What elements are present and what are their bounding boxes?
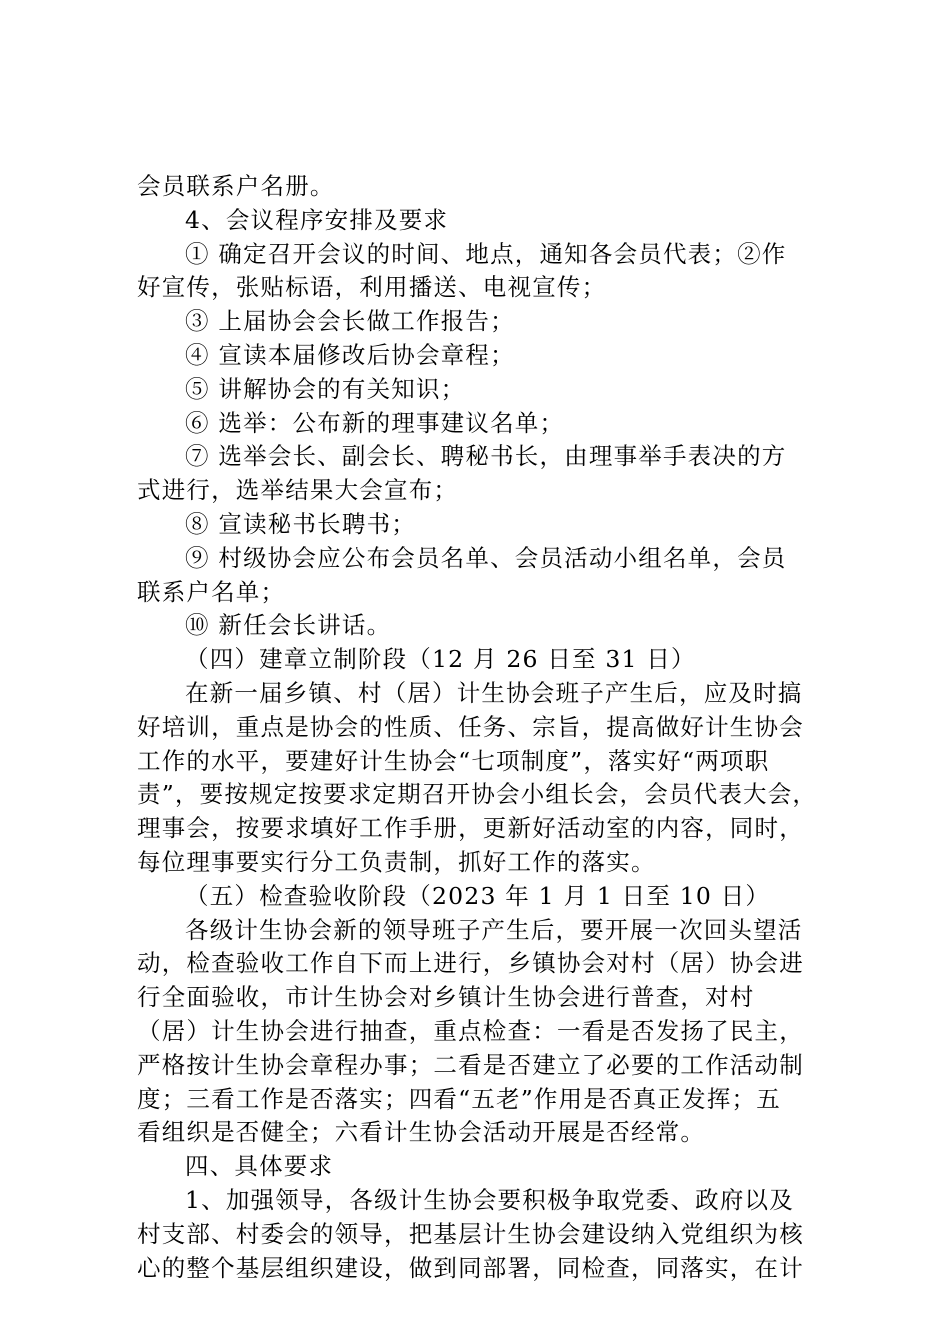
text-line: 在新一届乡镇、村（居）计生协会班子产生后，应及时搞 bbox=[185, 678, 803, 707]
text-line: 动，检查验收工作自下而上进行，乡镇协会对村（居）协会进 bbox=[137, 949, 804, 978]
paragraph bbox=[137, 305, 837, 339]
text-line: 1、加强领导，各级计生协会要积极争取党委、政府以及 bbox=[185, 1185, 794, 1214]
text-line: ③ 上届协会会长做工作报告； bbox=[185, 307, 515, 336]
text-line: （五）检查验收阶段（2023 年 1 月 1 日至 10 日） bbox=[185, 881, 771, 910]
paragraph bbox=[137, 1150, 837, 1184]
paragraph bbox=[137, 677, 837, 880]
text-line: 好培训，重点是协会的性质、任务、宗旨，提高做好计生协会 bbox=[137, 712, 804, 741]
text-line: 严格按计生协会章程办事；二看是否建立了必要的工作活动制 bbox=[137, 1050, 804, 1079]
text-line: 四、具体要求 bbox=[185, 1152, 334, 1181]
text-line: 会员联系户名册。 bbox=[137, 172, 335, 200]
paragraph bbox=[137, 373, 837, 407]
text-line: 责”，要按规定按要求定期召开协会小组长会，会员代表大会， bbox=[137, 780, 818, 809]
text-line: ⑤ 讲解协会的有关知识； bbox=[185, 374, 466, 403]
document-body bbox=[137, 170, 837, 1285]
text-line: ① 确定召开会议的时间、地点，通知各会员代表；②作 bbox=[185, 239, 787, 268]
text-line: 看组织是否健全；六看计生协会活动开展是否经常。 bbox=[137, 1118, 706, 1147]
paragraph bbox=[137, 170, 837, 204]
text-line: 村支部、村委会的领导，把基层计生协会建设纳入党组织为核 bbox=[137, 1219, 804, 1248]
paragraph bbox=[137, 440, 837, 508]
text-line: 每位理事要实行分工负责制，抓好工作的落实。 bbox=[137, 847, 656, 876]
text-line: 度；三看工作是否落实；四看“五老”作用是否真正发挥；五 bbox=[137, 1084, 781, 1113]
text-line: 各级计生协会新的领导班子产生后，要开展一次回头望活 bbox=[185, 915, 803, 944]
paragraph bbox=[137, 1184, 837, 1285]
text-line: ⑥ 选举：公布新的理事建议名单； bbox=[185, 408, 565, 437]
paragraph bbox=[137, 880, 837, 914]
paragraph bbox=[137, 508, 837, 542]
paragraph bbox=[137, 609, 837, 643]
text-line: ④ 宣读本届修改后协会章程； bbox=[185, 340, 515, 369]
text-line: （四）建章立制阶段（12 月 26 日至 31 日） bbox=[185, 645, 696, 674]
paragraph bbox=[137, 238, 837, 306]
text-line: 行全面验收，市计生协会对乡镇计生协会进行普查，对村 bbox=[137, 983, 755, 1012]
text-line: （居）计生协会进行抽查，重点检查：一看是否发扬了民主， bbox=[137, 1016, 804, 1045]
text-line: ⑧ 宣读秘书长聘书； bbox=[185, 509, 416, 538]
paragraph bbox=[137, 204, 837, 238]
paragraph bbox=[137, 643, 837, 677]
text-line: ⑩ 新任会长讲话。 bbox=[185, 611, 392, 640]
paragraph bbox=[137, 542, 837, 610]
paragraph bbox=[137, 914, 837, 1151]
text-line: 心的整个基层组织建设，做到同部署，同检查，同落实，在计 bbox=[137, 1253, 804, 1282]
paragraph bbox=[137, 407, 837, 441]
text-line: 联系户名单； bbox=[137, 577, 286, 606]
text-line: 4、会议程序安排及要求 bbox=[185, 205, 449, 234]
text-line: ⑨ 村级协会应公布会员名单、会员活动小组名单，会员 bbox=[185, 543, 787, 572]
text-line: 工作的水平，要建好计生协会“七项制度”，落实好“两项职 bbox=[137, 746, 770, 775]
text-line: 式进行，选举结果大会宣布； bbox=[137, 476, 459, 505]
text-line: 好宣传，张贴标语，利用播送、电视宣传； bbox=[137, 273, 607, 302]
text-line: 理事会，按要求填好工作手册，更新好活动室的内容，同时， bbox=[137, 814, 804, 843]
text-line: ⑦ 选举会长、副会长、聘秘书长，由理事举手表决的方 bbox=[185, 442, 787, 471]
paragraph bbox=[137, 339, 837, 373]
